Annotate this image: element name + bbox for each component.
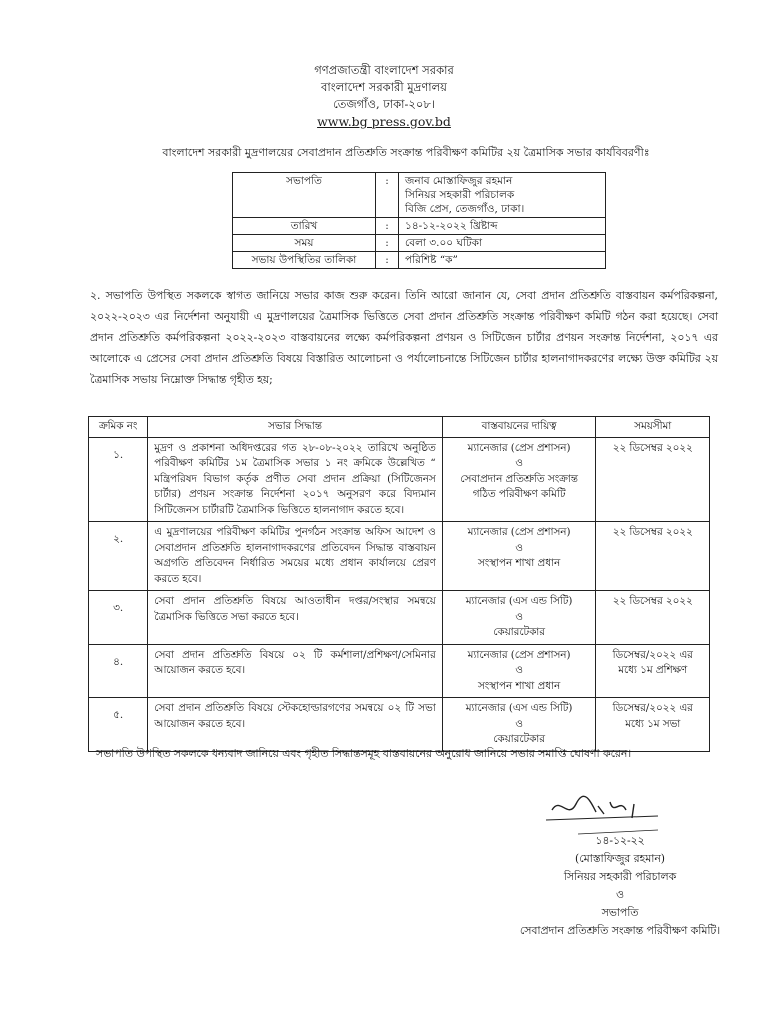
col-header-decision: সভার সিদ্ধান্ত (148, 417, 442, 438)
time-value: বেলা ৩.০০ ঘটিকা (399, 235, 606, 252)
serial-cell: ৩. (89, 591, 148, 645)
decision-cell: এ মুদ্রণালয়ের পরিবীক্ষণ কমিটির পুনর্গঠন সংক্রান্ত অফিস আদেশ ও সেবাপ্রদান প্রতিশ্রুতি হালনাগাদকরণের প্রতিবেদন সিদ্ধান্ত বাস্তবায়ন অগ্রগতি প্রতিবেদন নির্ধারিত সময়ের মধ্যে প্রধান কার্যালয়ে প্রেরণ করতে হবে। (148, 522, 442, 591)
meta-row-chair (233, 173, 606, 218)
date-value: ১৪-১২-২০২২ খ্রিষ্টাব্দ (399, 218, 606, 235)
decision-cell: মুদ্রণ ও প্রকাশনা অধিদপ্তরের গত ২৮-০৮-২০২২ তারিখে অনুষ্ঠিত পরিবীক্ষণ কমিটির ১ম ত্রৈমাসিক সভার ১ নং ক্রমিকে উল্লেখিত “ মন্ত্রিপরিষদ বিভাগ কর্তৃক প্রণীত সেবা প্রদান প্রক্রিয়া (সিটিজেনস চার্টার) প্রণয়ন সংক্রান্ত নির্দেশনা ২০১৭ অনুসরণ করে বিদ্যমান সিটিজেনস চার্টারটি ত্রৈমাসিক ভিত্তিতে হালনাগাদ করতে হবে। (148, 437, 442, 522)
signatory-and: ও (616, 888, 624, 901)
responsible-secondary: কেয়ারটেকার (493, 626, 545, 638)
responsible-secondary: সংস্থাপন শাখা প্রধান (478, 557, 561, 569)
serial-cell: ৪. (89, 644, 148, 698)
attendance-label: সভায় উপস্থিতির তালিকা (233, 252, 376, 269)
deadline-cell (596, 437, 710, 522)
responsibility-cell (442, 698, 596, 752)
deadline-line1: ডিসেম্বর/২০২২ এর (612, 702, 693, 714)
signed-date: ১৪-১২-২২ (595, 834, 645, 847)
date-label: তারিখ (233, 218, 376, 235)
responsible-and: ও (515, 541, 523, 554)
table-row (89, 522, 710, 591)
col-header-deadline: সময়সীমা (596, 417, 710, 438)
table-row (89, 437, 710, 522)
decisions-header-row (89, 417, 710, 438)
time-label: সময় (233, 235, 376, 252)
colon: : (376, 218, 399, 235)
responsible-secondary: সেবাপ্রদান প্রতিশ্রুতি সংক্রান্ত গঠিত পরিবীক্ষণ কমিটি (460, 472, 578, 500)
attendance-value: পরিশিষ্ট “ক” (399, 252, 606, 269)
responsibility-cell (442, 437, 596, 522)
responsibility-cell (442, 591, 596, 645)
deadline-cell (596, 698, 710, 752)
serial-cell: ৫. (89, 698, 148, 752)
colon: : (376, 235, 399, 252)
serial-cell: ২. (89, 522, 148, 591)
chair-value (399, 173, 606, 218)
letterhead (0, 62, 768, 130)
decision-cell: সেবা প্রদান প্রতিশ্রুতি বিষয়ে আওতাধীন দপ্তর/সংস্থার সমন্বয়ে ত্রৈমাসিক ভিত্তিতে সভা করতে হবে। (148, 591, 442, 645)
opening-paragraph: ২. সভাপতি উপস্থিত সকলকে স্বাগত জানিয়ে সভার কাজ শুরু করেন। তিনি আরো জানান যে, সেবা প্রদান প্রতিশ্রুতি বাস্তবায়ন কর্মপরিকল্পনা, ২০২২-২০২৩ এর নির্দেশনা অনুযায়ী এ মুদ্রণালয়ের ত্রৈমাসিক ভিত্তিতে সেবা প্রদান প্রতিশ্রুতি সংক্রান্ত পরিবীক্ষণ কমিটি গঠন করা হয়েছে। সেবা প্রদান প্রতিশ্রুতি কর্মপরিকল্পনা ২০২২-২০২৩ বাস্তবায়নের লক্ষ্যে কর্মপরিকল্পনা প্রণয়ন ও সিটিজেন চার্টার প্রণয়ন সংক্রান্ত নির্দেশনা, ২০১৭ এর আলোকে এ প্রেসের সেবা প্রদান প্রতিশ্রুতি বিষয়ে বিস্তারিত আলোচনা ও পর্যালোচনান্তে সিটিজেন চার্টার হালনাগাদকরণের লক্ষ্যে উক্ত কমিটির ২য় ত্রৈমাসিক সভায় নিম্নোক্ত সিদ্ধান্ত গৃহীত হয়; (90, 289, 718, 386)
decisions-table (88, 416, 710, 752)
deadline-line1: ডিসেম্বর/২০২২ এর (612, 648, 693, 661)
table-row (89, 591, 710, 645)
office-address: তেজগাঁও, ঢাকা-২০৮। (333, 97, 435, 111)
responsible-primary: ম্যানেজার (প্রেস প্রশাসন) (467, 526, 571, 538)
colon: : (376, 173, 399, 218)
minutes-title: বাংলাদেশ সরকারী মুদ্রণালয়ের সেবাপ্রদান প্রতিশ্রুতি সংক্রান্ত পরিবীক্ষণ কমিটির ২য় ত্রৈমাসিক সভার কার্যবিবরণীঃ (162, 146, 650, 159)
table-row (89, 644, 710, 698)
deadline-cell (596, 522, 710, 591)
deadline-cell (596, 644, 710, 698)
col-header-responsibility: বাস্তবায়নের দায়িত্ব (442, 417, 596, 438)
table-row (89, 698, 710, 752)
committee-name: সেবাপ্রদান প্রতিশ্রুতি সংক্রান্ত পরিবীক্ষণ কমিটি। (519, 924, 721, 937)
responsibility-cell (442, 644, 596, 698)
signature-block (490, 832, 750, 940)
responsible-and: ও (515, 717, 523, 730)
deadline-line2: মধ্যে ১ম প্রশিক্ষণ (618, 664, 688, 676)
decision-cell: সেবা প্রদান প্রতিশ্রুতি বিষয়ে স্টেকহোল্ডারগণের সমন্বয়ে ০২ টি সভা আয়োজন করতে হবে। (148, 698, 442, 752)
chair-office: বিজি প্রেস, তেজগাঁও, ঢাকা। (405, 203, 525, 215)
responsible-secondary: কেয়ারটেকার (493, 733, 545, 745)
colon: : (376, 252, 399, 269)
chair-name: জনাব মোস্তাফিজুর রহমান (405, 175, 513, 187)
decision-cell: সেবা প্রদান প্রতিশ্রুতি বিষয়ে ০২ টি কর্মশালা/প্রশিক্ষণ/সেমিনার আয়োজন করতে হবে। (148, 644, 442, 698)
deadline-line1: ২২ ডিসেম্বর ২০২২ (612, 526, 693, 538)
responsible-primary: ম্যানেজার (প্রেস প্রশাসন) (467, 441, 571, 454)
responsible-primary: ম্যানেজার (এস এন্ড সিটি) (465, 702, 573, 714)
meta-row-date (233, 218, 606, 235)
signatory-role: সভাপতি (601, 906, 639, 919)
closing-statement: সভাপতি উপস্থিত সকলকে ধন্যবাদ জানিয়ে এবং গৃহীত সিদ্ধান্তসমূহ বাস্তবায়নের অনুরোধ জানিয়ে সভার সমাপ্তি ঘোষণা করেন। (96, 747, 632, 760)
website-link[interactable]: www.bg press.gov.bd (317, 114, 451, 129)
signatory-name: (মোস্তাফিজুর রহমান) (574, 852, 666, 865)
chair-label: সভাপতি (233, 173, 376, 218)
meta-row-time (233, 235, 606, 252)
deadline-cell (596, 591, 710, 645)
responsible-and: ও (515, 457, 523, 469)
meeting-info-table (232, 172, 606, 269)
serial-cell: ১. (89, 437, 148, 522)
responsible-primary: ম্যানেজার (প্রেস প্রশাসন) (467, 648, 571, 661)
deadline-line1: ২২ ডিসেম্বর ২০২২ (612, 595, 693, 607)
responsible-and: ও (515, 610, 523, 623)
govt-name: গণপ্রজাতন্ত্রী বাংলাদেশ সরকার (314, 63, 454, 77)
responsible-and: ও (515, 664, 523, 676)
office-name: বাংলাদেশ সরকারী মুদ্রণালয় (321, 80, 447, 94)
signatory-designation: সিনিয়র সহকারী পরিচালক (563, 870, 677, 883)
responsibility-cell (442, 522, 596, 591)
chair-designation: সিনিয়র সহকারী পরিচালক (405, 189, 515, 201)
meta-row-attendance (233, 252, 606, 269)
responsible-primary: ম্যানেজার (এস এন্ড সিটি) (465, 595, 573, 607)
deadline-line1: ২২ ডিসেম্বর ২০২২ (612, 441, 693, 454)
responsible-secondary: সংস্থাপন শাখা প্রধান (478, 679, 561, 692)
col-header-serial: ক্রমিক নং (89, 417, 148, 438)
deadline-line2: মধ্যে ১ম সভা (625, 717, 681, 730)
